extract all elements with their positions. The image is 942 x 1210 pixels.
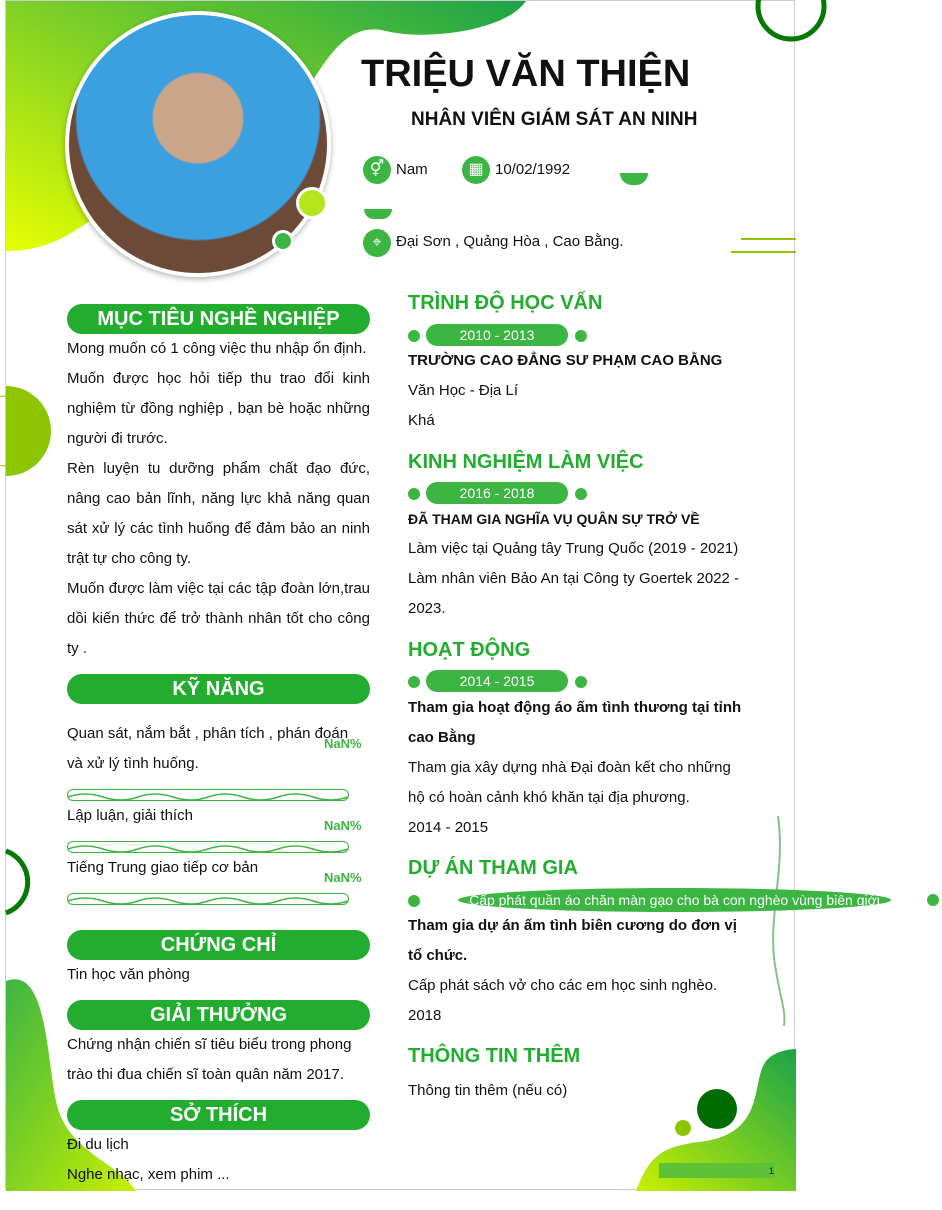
wave-decoration [766, 811, 796, 1031]
education-grade: Khá [408, 412, 435, 429]
extra-text: Thông tin thêm (nếu có) [408, 1082, 568, 1099]
address: Đại Sơn , Quảng Hòa , Cao Bằng. [396, 233, 624, 250]
timeline-dot [408, 330, 420, 342]
timeline-dot [408, 676, 420, 688]
certificates-heading: CHỨNG CHỈ [67, 930, 370, 960]
experience-line: Làm việc tại Quảng tây Trung Quốc (2019 - 2021) [408, 540, 739, 557]
activities-year: 2014 - 2015 [408, 819, 489, 836]
calendar-icon: ▦ [462, 156, 490, 184]
decor-dot [296, 187, 328, 219]
projects-desc: Cấp phát sách vở cho các em học sinh nghèo. [408, 977, 718, 994]
skill-name: Tiếng Trung giao tiếp cơ bản [67, 859, 259, 876]
education-date: 2010 - 2013 [426, 324, 568, 346]
gender-icon: ⚥ [363, 156, 391, 184]
timeline-dot [575, 676, 587, 688]
experience-org: ĐÃ THAM GIA NGHĨA VỤ QUÂN SỰ TRỞ VỀ [408, 511, 700, 527]
projects-date: Cấp phát quần áo chăn màn gạo cho bà con nghèo vùng biên giới [458, 888, 891, 912]
timeline-dot [408, 488, 420, 500]
timeline-dot [575, 488, 587, 500]
experience-line: Làm nhân viên Bảo An tại Công ty Goertek 2022 - 2023. [408, 570, 740, 617]
location-icon: ⌖ [363, 229, 391, 257]
activities-org: Tham gia hoạt động áo ấm tình thương tại tỉnh cao Bằng [408, 699, 742, 746]
projects-heading: DỰ ÁN THAM GIA [408, 857, 578, 879]
decor-dot [272, 230, 294, 252]
experience-heading: KINH NGHIỆM LÀM VIỆC [408, 451, 644, 473]
projects-year: 2018 [408, 1007, 442, 1024]
skill-bar [67, 893, 349, 905]
awards-heading: GIẢI THƯỞNG [67, 1000, 370, 1030]
skill-bar [67, 841, 349, 853]
gender: Nam [396, 161, 428, 178]
education-major: Văn Học - Địa Lí [408, 382, 519, 399]
skill-bar [67, 789, 349, 801]
hobby-item: Nghe nhạc, xem phim ... [67, 1166, 230, 1183]
skill-percent: NaN% [324, 736, 362, 751]
job-title: NHÂN VIÊN GIÁM SÁT AN NINH [411, 109, 698, 130]
skill-name: Lập luận, giải thích [67, 807, 193, 824]
education-school: TRƯỜNG CAO ĐẲNG SƯ PHẠM CAO BẰNG [408, 352, 723, 369]
activities-desc: Tham gia xây dựng nhà Đại đoàn kết cho những hộ có hoàn cảnh khó khăn tại địa phương. [408, 759, 731, 806]
timeline-dot [408, 895, 420, 907]
extra-heading: THÔNG TIN THÊM [408, 1045, 581, 1067]
experience-date: 2016 - 2018 [426, 482, 568, 504]
hobby-item: Đi du lịch [67, 1136, 129, 1153]
certificate-item: Tin học văn phòng [67, 966, 190, 983]
timeline-dot [927, 894, 939, 906]
activities-heading: HOẠT ĐỘNG [408, 639, 531, 661]
skills-heading: KỸ NĂNG [67, 674, 370, 704]
side-decoration [6, 371, 46, 931]
skill-percent: NaN% [324, 818, 362, 833]
skill-name: Quan sát, nắm bắt , phân tích , phán đoán và xử lý tình huống. [67, 725, 349, 772]
page-number: 1 [769, 1166, 775, 1176]
hobbies-heading: SỞ THÍCH [67, 1100, 370, 1130]
award-item: Chứng nhận chiến sĩ tiêu biểu trong phong trào thi đua chiến sĩ toàn quân năm 2017. [67, 1036, 352, 1083]
full-name: TRIỆU VĂN THIỆN [361, 53, 691, 95]
education-heading: TRÌNH ĐỘ HỌC VẤN [408, 292, 603, 314]
objective-text: Mong muốn có 1 công việc thu nhập ổn định. Muốn được học hỏi tiếp thu trao đổi kinh nghiệm từ đồng nghiệp , bạn bè hoặc những người đi trước. Rèn luyện tu dưỡng phẩm chất đạo đức, nâng cao bản lĩnh, năng lực khả năng quan sát xử lý các tình huống để đảm bảo an ninh trật tự cho công ty. Muốn được làm việc tại các tập đoàn lớn,trau dồi kiến thức để trở thành nhân tốt cho công ty . [67, 340, 370, 657]
cv-page [5, 0, 880, 1190]
projects-org: Tham gia dự án ấm tình biên cương do đơn vị tổ chức. [408, 917, 737, 964]
activities-date: 2014 - 2015 [426, 670, 568, 692]
objective-heading: MỤC TIÊU NGHỀ NGHIỆP [67, 304, 370, 334]
timeline-dot [575, 330, 587, 342]
skill-percent: NaN% [324, 870, 362, 885]
birthday: 10/02/1992 [495, 161, 571, 178]
